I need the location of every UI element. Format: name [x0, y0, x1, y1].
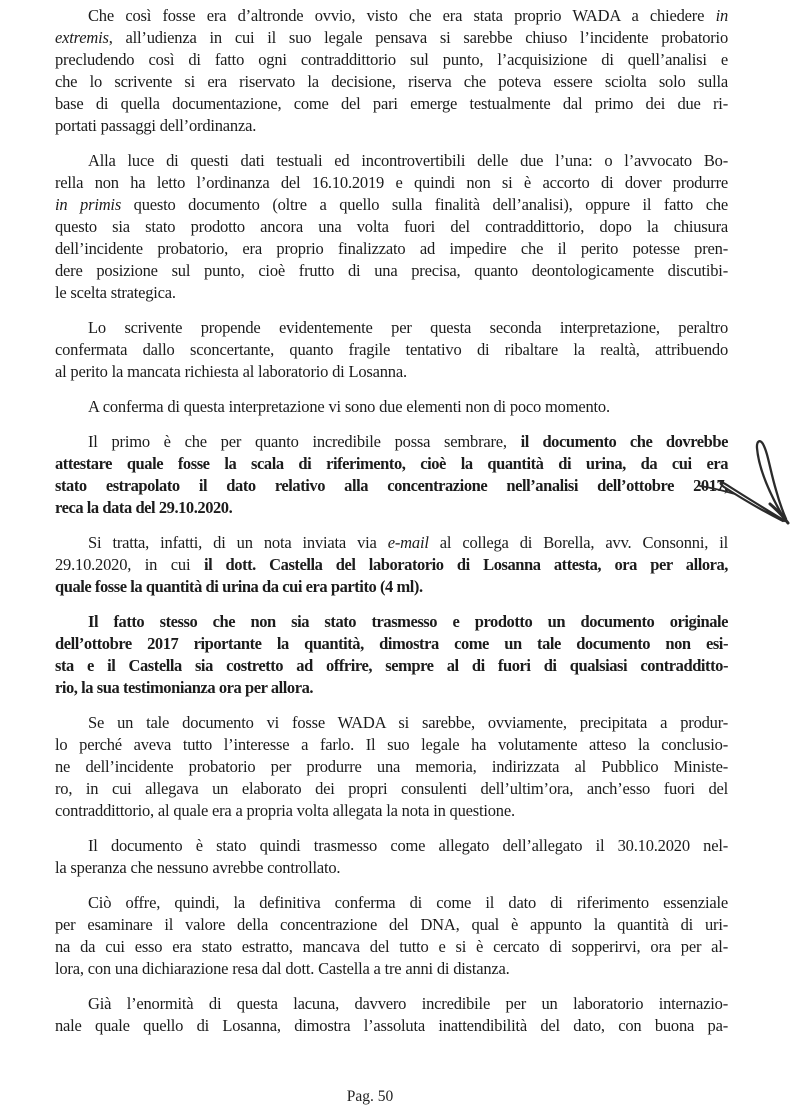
handwritten-pen-mark — [690, 428, 800, 538]
text-line — [55, 835, 728, 857]
text-line — [55, 633, 728, 655]
paragraph — [55, 835, 728, 879]
text-run: contraddittorio, al quale era a propria volta allegata la nota in questione. — [55, 801, 515, 820]
bold-text-run: attestare quale fosse la scala di riferimento, cioè la quantità di urina, da cui era — [55, 454, 728, 473]
bold-text-run: rio, la sua testimonianza ora per allora. — [55, 678, 314, 697]
italic-text-run: in — [715, 6, 728, 25]
text-line — [55, 453, 728, 475]
text-run: ne dell’incidente probatorio per produrre una memoria, indirizzata al Pubblico Ministe- — [55, 757, 728, 776]
paragraphs — [55, 5, 728, 1050]
text-run: che lo scrivente si era riservato la decisione, riserva che poteva essere sciolta solo sulla — [55, 72, 728, 91]
text-line — [55, 497, 728, 519]
paragraph — [55, 611, 728, 699]
text-run: dell’incidente probatorio, era proprio finalizzato ad impedire che il perito potesse pren- — [55, 239, 728, 258]
text-run: nale quale quello di Losanna, dimostra l’assoluta inattendibilità del dato, con buona pa- — [55, 1016, 728, 1035]
text-run: Lo scrivente propende evidentemente per questa seconda interpretazione, peraltro — [88, 318, 728, 337]
text-line — [55, 339, 728, 361]
text-run: , all’udienza in cui il suo legale pensava si sarebbe chiuso l’incidente probatorio — [108, 28, 728, 47]
paragraph — [55, 892, 728, 980]
text-line — [55, 361, 728, 383]
text-run: questo documento (oltre a quello sulla finalità dell’analisi), oppure il fatto che — [121, 195, 728, 214]
italic-text-run: extremis — [55, 28, 109, 47]
text-run: dere posizione sul punto, cioè frutto di una precisa, quanto deontologicamente discutibi- — [55, 261, 728, 280]
text-line — [55, 115, 728, 137]
text-line — [55, 576, 728, 598]
text-run: per esaminare il valore della concentrazione del DNA, qual è appunto la quantità di uri- — [55, 915, 728, 934]
paragraph — [55, 5, 728, 137]
text-run: questo sia stato prodotto ancora una volta fuori del contraddittorio, dopo la chiusura — [55, 217, 728, 236]
text-line — [55, 936, 728, 958]
text-line — [55, 317, 728, 339]
text-line — [55, 194, 728, 216]
paragraph — [55, 532, 728, 598]
text-line — [55, 396, 728, 418]
text-line — [55, 93, 728, 115]
paragraph — [55, 712, 728, 822]
text-line — [55, 71, 728, 93]
text-line — [55, 282, 728, 304]
text-line — [55, 778, 728, 800]
text-run: Già l’enormità di questa lacuna, davvero incredibile per un laboratorio internazio- — [88, 994, 728, 1013]
italic-text-run: in primis — [55, 195, 122, 214]
text-line — [55, 27, 728, 49]
pen-flourish-icon — [690, 428, 800, 538]
text-run: le scelta strategica. — [55, 283, 176, 302]
text-run: 29.10.2020, in cui — [55, 555, 204, 574]
text-line — [55, 554, 728, 576]
paragraph — [55, 150, 728, 304]
bold-text-run: sta e il Castella sia costretto ad offrire, sempre al di fuori di qualsiasi contradditto- — [55, 656, 728, 675]
text-run: na da cui esso era stato estratto, mancava del tutto e si è cercato di sopperirvi, ora per al- — [55, 937, 728, 956]
text-run: Alla luce di questi dati testuali ed incontrovertibili delle due l’una: o l’avvocato Bo- — [88, 151, 728, 170]
text-run: la speranza che nessuno avrebbe controllato. — [55, 858, 341, 877]
bold-text-run: dell’ottobre 2017 riportante la quantità, dimostra come un tale documento non esi- — [55, 634, 728, 653]
text-run: portati passaggi dell’ordinanza. — [55, 116, 257, 135]
text-line — [55, 475, 728, 497]
text-line — [55, 712, 728, 734]
text-run: Il primo è che per quanto incredibile possa sembrare, — [88, 432, 521, 451]
paragraph — [55, 993, 728, 1037]
page-number: Pag. 50 — [346, 1088, 394, 1105]
text-run: confermata dallo sconcertante, quanto fragile tentativo di ribaltare la realtà, attribuendo — [55, 340, 728, 359]
text-line — [55, 958, 728, 980]
bold-text-run: stato estrapolato il dato relativo alla concentrazione nell’analisi dell’ottobre 2017, — [55, 476, 728, 495]
text-run: Se un tale documento vi fosse WADA si sarebbe, ovviamente, precipitata a produr- — [88, 713, 728, 732]
bold-text-run: il documento che dovrebbe — [520, 432, 728, 451]
text-run: Che così fosse era d’altronde ovvio, visto che era stata proprio WADA a chiedere — [88, 6, 716, 25]
italic-text-run: e-mail — [387, 533, 429, 552]
bold-text-run: reca la data del 29.10.2020. — [55, 498, 233, 517]
text-line — [55, 172, 728, 194]
text-line — [55, 892, 728, 914]
text-run: rella non ha letto l’ordinanza del 16.10.2019 e quindi non si è accorto di dover produrre — [55, 173, 728, 192]
bold-text-run: Il fatto stesso che non sia stato trasmesso e prodotto un documento originale — [88, 612, 728, 631]
text-line — [55, 655, 728, 677]
paragraph — [55, 431, 728, 519]
text-line — [55, 914, 728, 936]
text-line — [55, 993, 728, 1015]
text-run: al collega di Borella, avv. Consonni, il — [428, 533, 728, 552]
text-run: precludendo così di fatto ogni contraddittorio sul punto, l’acquisizione di quell’analisi e — [55, 50, 728, 69]
text-run: lo perché aveva tutto l’interesse a farlo. Il suo legale ha volutamente atteso la conclusio- — [55, 735, 728, 754]
text-line — [55, 5, 728, 27]
text-run: lora, con una dichiarazione resa dal dott. Castella a tre anni di distanza. — [55, 959, 510, 978]
text-line — [55, 260, 728, 282]
text-run: ro, in cui allegava un elaborato dei propri consulenti dell’ultim’ora, anch’esso fuori del — [55, 779, 728, 798]
text-run: Il documento è stato quindi trasmesso come allegato dell’allegato il 30.10.2020 nel- — [88, 836, 728, 855]
text-line — [55, 857, 728, 879]
text-line — [55, 532, 728, 554]
bold-text-run: il dott. Castella del laboratorio di Losanna attesta, ora per allora, — [203, 555, 728, 574]
paragraph — [55, 396, 728, 418]
text-line — [55, 216, 728, 238]
paragraph — [55, 317, 728, 383]
bold-text-run: quale fosse la quantità di urina da cui era partito (4 ml). — [55, 577, 423, 596]
text-run: base di quella documentazione, come del pari emerge testualmente dal primo dei due ri- — [55, 94, 728, 113]
text-line — [55, 150, 728, 172]
text-line — [55, 238, 728, 260]
text-line — [55, 677, 728, 699]
text-run: Ciò offre, quindi, la definitiva conferma di come il dato di riferimento essenziale — [88, 893, 728, 912]
text-line — [55, 49, 728, 71]
text-run: al perito la mancata richiesta al laboratorio di Losanna. — [55, 362, 407, 381]
text-line — [55, 431, 728, 453]
text-run: A conferma di questa interpretazione vi sono due elementi non di poco momento. — [88, 397, 610, 416]
text-line — [55, 800, 728, 822]
text-line — [55, 1015, 728, 1037]
text-line — [55, 611, 728, 633]
text-line — [55, 734, 728, 756]
text-run: Si tratta, infatti, di un nota inviata via — [88, 533, 388, 552]
text-line — [55, 756, 728, 778]
